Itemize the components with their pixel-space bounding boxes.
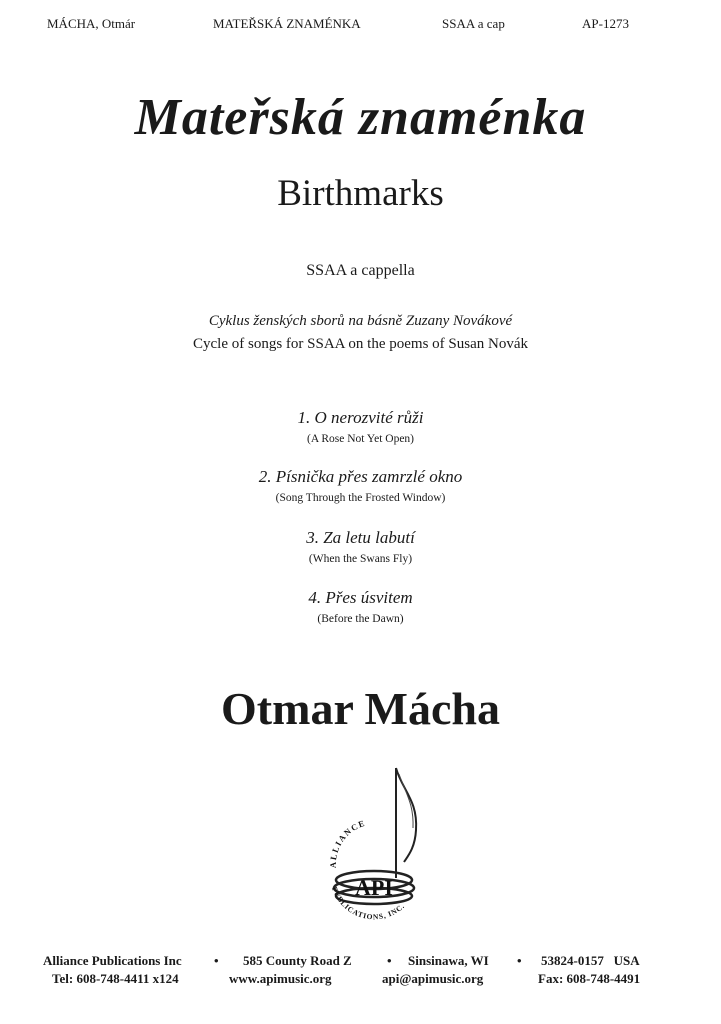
footer-separator: • xyxy=(517,953,522,968)
header-title: MATEŘSKÁ ZNAMÉNKA xyxy=(213,16,361,31)
work-subtitle: Birthmarks xyxy=(277,173,444,214)
song-translation: (Song Through the Frosted Window) xyxy=(275,492,446,504)
header-voicing: SSAA a cap xyxy=(442,16,505,31)
header-catalog-number: AP-1273 xyxy=(582,16,629,31)
logo-top-text: ALLIANCE xyxy=(327,817,367,869)
footer-fax: Fax: 608-748-4491 xyxy=(538,971,641,986)
voicing-line: SSAA a cappella xyxy=(306,262,415,279)
work-title: Mateřská znaménka xyxy=(134,89,587,146)
song-title: 2. Písnička přes zamrzlé okno xyxy=(258,467,463,486)
footer-email[interactable]: api@apimusic.org xyxy=(382,971,484,986)
song-title: 4. Přes úsvitem xyxy=(308,588,413,607)
header-composer: MÁCHA, Otmár xyxy=(47,16,136,31)
footer-city: Sinsinawa, WI xyxy=(408,953,489,968)
footer-address: 585 County Road Z xyxy=(243,953,352,968)
cycle-description-english: Cycle of songs for SSAA on the poems of Susan Novák xyxy=(193,336,528,352)
footer-separator: • xyxy=(387,953,392,968)
logo-center-text: API xyxy=(355,875,393,900)
song-translation: (A Rose Not Yet Open) xyxy=(306,433,414,445)
song-translation: (Before the Dawn) xyxy=(317,613,404,625)
footer-telephone: Tel: 608-748-4411 x124 xyxy=(52,971,179,986)
footer-publisher: Alliance Publications Inc xyxy=(43,953,182,968)
song-title: 3. Za letu labutí xyxy=(306,528,415,547)
footer-zip: 53824-0157 USA xyxy=(541,953,640,968)
song-title: 1. O nerozvité růži xyxy=(297,408,424,427)
publisher-logo xyxy=(318,760,428,935)
cycle-description-czech: Cyklus ženských sborů na básně Zuzany Novákové xyxy=(208,313,513,329)
composer-name: Otmar Mácha xyxy=(221,683,500,734)
logo-bottom-text: PUBLICATIONS, INC. xyxy=(330,885,407,922)
song-translation: (When the Swans Fly) xyxy=(308,553,413,565)
footer-website[interactable]: www.apimusic.org xyxy=(229,971,332,986)
footer-separator: • xyxy=(214,953,219,968)
